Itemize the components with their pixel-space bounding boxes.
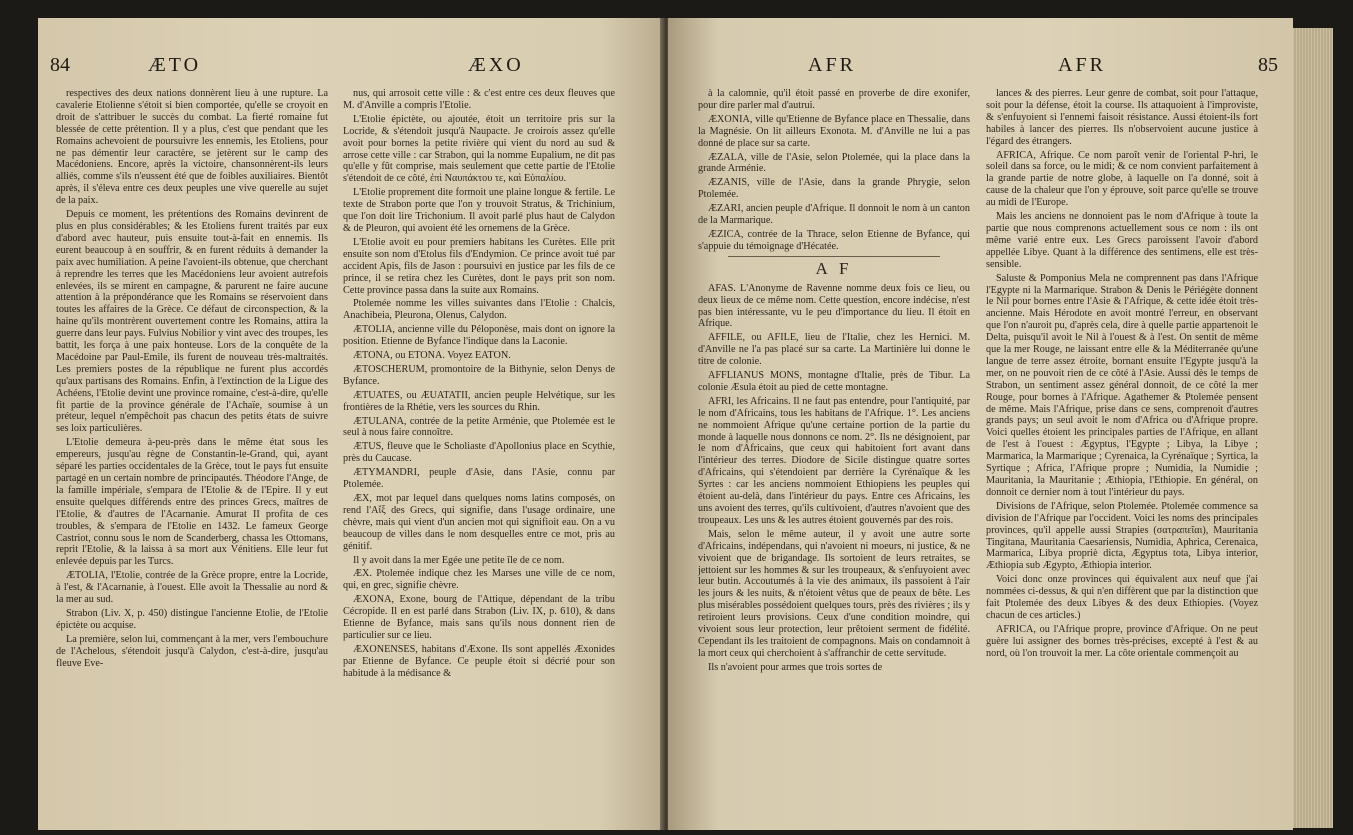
- paragraph: ÆTUATES, ou ÆUATATII, ancien peuple Helvétique, sur les frontières de la Rhétie, vers les sources du Rhin.: [343, 389, 615, 413]
- paragraph: ÆX, mot par lequel dans quelques noms latins composés, on rend l'Αἴξ des Grecs, qui signifie, dans l'usage ordinaire, une chèvre, mais qui vient d'un ancien mot qui signifioit eau. On a vu beaucoup de villes dans le nom desquelles entre ce mot, pris au génitif.: [343, 493, 615, 552]
- paragraph: ÆX. Ptolemée indique chez les Marses une ville de ce nom, qui, en grec, signifie chèvre.: [343, 568, 615, 592]
- paragraph: respectives des deux nations donnèrent lieu à une rupture. La cavalerie Etolienne s'étoit si bien comportée, qu'elle se croyoit en droit de s'attribuer le succès du combat. La fierté romaine fut blessée de cette prétention. Il y a plus, c'est que pendant que les Romains achevoient de poursuivre les ennemis, les Etoliens, pour ne pas démentir leur caractère, se jetèrent sur le camp des Macédoniens. Encore, après la victoire, chansonnèrent-ils leurs alliés, comme s'ils n'eussent été que de foibles auxiliaires. Bientôt après, il s'éleva entre ces deux peuples une vive querelle au sujet de la paix.: [56, 88, 328, 207]
- paragraph: Depuis ce moment, les prétentions des Romains devinrent de plus en plus considérables; & les Etoliens furent traités par eux d'abord avec hauteur, puis ensuite tout-à-fait en ennemis. Ils eurent beaucoup à en souffrir, & en furent réduits à demander la paix avec humiliation. A peine l'avoient-ils obtenue, que cherchant à reprendre les terres que les Macédoniens leur avoient autrefois enlevées, ils se mirent en campagne, & parurent ne faire aucune attention à la prépondérance que les Romains se réservoient dans toutes les affaires de la Grèce. Ce défaut de circonspection, & la haine qu'ils montrèrent ouvertement contre les Romains, attira la guerre dans leur pays. Fulvius Nobilior y vint avec des troupes, les battit, les força à une paix honteuse. Lors de la conquête de la Macédoine par Paul-Emile, ils furent de nouveau très-maltraités. Les premiers postes de la république ne furent plus accordés qu'aux partisans des Romains. Enfin, à l'extinction de la Ligue des Achéens, l'Etolie devint une province romaine, c'est-à-dire, qu'elle fit partie de la province générale de l'Achaïe, soumise à un préteur, lequel n'empêchoit pas chacun des petits états de suivre ses loix particulières.: [56, 209, 328, 435]
- paragraph: ÆTULANA, contrée de la petite Arménie, que Ptolemée est le seul à nous faire connoître.: [343, 415, 615, 439]
- paragraph: Mais les anciens ne donnoient pas le nom d'Afrique à toute la partie que nous comprenons actuellement sous ce nom : ils ont même varié entre eux. Les Grecs paroissent l'avoir d'abord appellée Libye. Quant à la différence des sentimens, elle est très-sensible.: [986, 211, 1258, 270]
- page-edges: [1293, 28, 1333, 828]
- paragraph: ÆXONA, Exone, bourg de l'Attique, dépendant de la tribu Cécropide. Il en est parlé dans Strabon (Liv. IX, p. 610), & dans Etienne de Byfance, mais sans qu'ils nous donnent rien de particulier sur ce lieu.: [343, 594, 615, 641]
- paragraph: Il y avoit dans la mer Egée une petite île de ce nom.: [353, 554, 565, 566]
- left-page: [38, 18, 663, 830]
- right-column-2: [986, 88, 1258, 823]
- paragraph: nus, qui arrosoit cette ville : & c'est entre ces deux fleuves que M. d'Anville a compris l'Etolie.: [343, 88, 615, 111]
- book-spread: [38, 18, 1333, 830]
- paragraph: Mais, selon le même auteur, il y avoit une autre sorte d'Africains, indépendans, qui n'avoient ni moeurs, ni justice, & ne vivoient que de brigandage. Ils sortoient de leurs retraites, se jettoient sur les hommes & sur les troupeaux, & s'enfuyoient avec leur butin. Accoutumés à la vie des animaux, ils passoient à l'air les jours & les nuits, & n'étoient vêtus que de peaux de bête. Les plus misérables possédoient quelques tours, près des rivières ; ils y retiroient leurs provisions. Ceux d'une condition moindre, qui vivoient sous leur protection, leur prêtoient serment de fidélité. Cependant ils les traitoient de compagnons. Mais on condamnoit à la mort ceux qui cherchoient à s'affranchir de cette servitude.: [698, 528, 970, 659]
- left-page-number: 84: [50, 54, 70, 76]
- paragraph: Strabon (Liv. X, p. 450) distingue l'ancienne Etolie, de l'Etolie épictète ou acquise.: [56, 607, 328, 631]
- left-column-2: [343, 88, 615, 823]
- paragraph: ÆZALA, ville de l'Asie, selon Ptolemée, qui la place dans la grande Arménie.: [698, 151, 970, 175]
- right-running-head-1: AFR: [808, 54, 856, 76]
- paragraph: La première, selon lui, commençant à la mer, vers l'embouchure de l'Achelous, s'étendoit jusqu'à Calydon, c'est-à-dire, jusqu'au fleuve Eve-: [56, 633, 328, 669]
- paragraph: AFFLIANUS MONS, montagne d'Italie, près de Tibur. La colonie Æsula étoit au pied de cette montagne.: [698, 370, 970, 393]
- paragraph: ÆZICA, contrée de la Thrace, selon Etienne de Byfance, qui s'appuie du témoignage d'Hécatée.: [698, 228, 970, 252]
- paragraph: L'Etolie proprement dite formoit une plaine longue & fertile. Le texte de Strabon porte que l'on y trouvoit Stratus, & Trichinium, que l'on doit lire Trichonium. Il avoit parlé plus haut de Calydon & de Pleuron, qui avoient été les ornemens de la Grèce.: [343, 187, 615, 234]
- paragraph: ÆTUS, fleuve que le Scholiaste d'Apollonius place en Scythie, près du Caucase.: [343, 441, 615, 465]
- paragraph: ÆTOLIA, ancienne ville du Péloponèse, mais dont on ignore la position. Etienne de Byfance l'indique dans la Laconie.: [343, 324, 615, 348]
- left-running-head-2: ÆXO: [468, 54, 524, 76]
- right-page: [668, 18, 1293, 830]
- paragraph: ÆXONIA, ville qu'Etienne de Byfance place en Thessalie, dans la Magnésie. On lit ailleurs Exonota. M. d'Anville ne lui a pas donné de place sur sa carte.: [698, 113, 970, 149]
- paragraph: ÆTOLIA, l'Etolie, contrée de la Grèce propre, entre la Locride, à l'est, & l'Acarnanie, à l'ouest. Elle avoit la Thessalie au nord & la mer au sud.: [56, 570, 328, 606]
- paragraph: Divisions de l'Afrique, selon Ptolemée. Ptolemée commence sa division de l'Afrique par l'occident. Voici les noms des principales provinces, qu'il appelle aussi Strapies (σατραπεῖαι), Mauritania Tingitana, Mauritania Caesariensis, Numidia, Aphrica, Cerenaica, Marmarica, Libya propriè dicta, Ægyptus tota, Libya interior, Æthiopia sub Ægypto, Æthiopia interior.: [986, 500, 1258, 572]
- paragraph: L'Etolie épictète, ou ajoutée, étoit un territoire pris sur la Locride, & s'étendoit jusqu'à Naupacte. Je croirois assez qu'elle avoit pour bornes la petite rivière qui vient du nord au sud & arrose cette ville : car Strabon, qui la nomme Eupalium, ne dit pas qu'elle y fût comprise, mais seulement que cette partie de l'Etolie s'étendoit de ce côté, ἐπὶ Ναυπάκτου τε, καὶ Εὐπαλίου.: [343, 113, 615, 185]
- left-running-head-1: ÆTO: [148, 54, 202, 76]
- paragraph: à la calomnie, qu'il étoit passé en proverbe de dire exonifer, pour dire parler mal d'autrui.: [698, 88, 970, 111]
- paragraph: Voici donc onze provinces qui équivalent aux neuf que j'ai nommées ci-dessus, & qui n'en diffèrent que par la distinction que fait Ptolemée des deux Libyes & des deux Ethiopies. (Voyez chacun de ces articles.): [986, 574, 1258, 621]
- paragraph: ÆZANIS, ville de l'Asie, dans la grande Phrygie, selon Ptolemée.: [698, 177, 970, 201]
- paragraph: AFFILE, ou AFILE, lieu de l'Italie, chez les Hernici. M. d'Anville ne l'a pas placé sur sa carte. La Martinière lui donne le titre de colonie.: [698, 332, 970, 368]
- paragraph: ÆTYMANDRI, peuple d'Asie, dans l'Asie, connu par Ptolemée.: [343, 467, 615, 491]
- paragraph: ÆZARI, ancien peuple d'Afrique. Il donnoit le nom à un canton de la Marmarique.: [698, 203, 970, 227]
- paragraph: ÆTONA, ou ETONA. Voyez EATON.: [353, 350, 511, 362]
- paragraph: lances & des pierres. Leur genre de combat, soit pour l'attaque, soit pour la défense, étoit la course. Ils attaquoient à l'improviste, & s'enfuyoient si l'ennemi faisoit résistance. Aussi étoient-ils fort habiles à lancer des pierres. Ils n'observoient aucune justice à l'égard des étrangers.: [986, 88, 1258, 147]
- right-page-number: 85: [1258, 54, 1278, 76]
- paragraph: ÆXONENSES, habitans d'Æxone. Ils sont appellés Æxonides par Etienne de Byfance. Ce peuple étoit si décrié pour son habitude à la médisance &: [343, 643, 615, 679]
- right-column-1: [698, 88, 970, 823]
- paragraph: L'Etolie demeura à-peu-près dans le même état sous les empereurs, jusqu'au règne de Constantin-le-Grand, qui, ayant séparé les parties occidentales de la Grèce, tout le pays fut ensuite partagé en un certain nombre de principautés. Théodore l'Ange, de la famille impériale, s'empara de l'Etolie & de l'Epire. Il y eut ensuite quelques différends entre des princes Grecs, maîtres de l'Etolie, & d'autres de l'Acarnanie. Amurat II profita de ces troubles, & s'empara de l'Etolie en 1432. Le fameux George Castriot, connu sous le nom de Scanderberg, chassa les Ottomans, reprit l'Etolie, & la laissa à sa mort aux Vénitiens. Elle leur fut enlevée depuis par les Turcs.: [56, 437, 328, 568]
- section-title: A F: [815, 258, 853, 278]
- paragraph: AFRI, les Africains. Il ne faut pas entendre, pour l'antiquité, par le nom d'Africains, tous les habitans de l'Afrique. 1°. Les anciens ne nommoient Afrique qu'une certaine portion de la partie du monde à laquelle nous donnons ce nom. 2°. Ils ne désignoient, par le nom d'Africains, que ceux qui habitoient fort avant dans l'intérieur des terres. Diodore de Sicile distingue quatre sortes d'Africains, qui s'étendoient par derrière la Cyrénaïque & les Syrtes : car les anciens nommoient Ethiopiens les peuples qui étoient au-delà, dans l'intérieur du pays. Entre ces Africains, les uns avoient des terres, qu'ils cultivoient, d'autres n'avoient que des troupeaux. Les uns & les autres étoient gouvernés par des rois.: [698, 395, 970, 526]
- paragraph: AFRICA, ou l'Afrique propre, province d'Afrique. On ne peut guère lui assigner des bornes très-précises, excepté à l'est & au nord, où l'on trouvoit la mer. La côte orientale commençoit au: [986, 623, 1258, 659]
- paragraph: Ils n'avoient pour armes que trois sortes de: [708, 661, 883, 673]
- paragraph: ÆTOSCHERUM, promontoire de la Bithynie, selon Denys de Byfance.: [343, 363, 615, 387]
- paragraph: Ptolemée nomme les villes suivantes dans l'Etolie : Chalcis, Anachibeia, Pleurona, Olenus, Calydon.: [343, 298, 615, 322]
- right-running-head-2: AFR: [1058, 54, 1106, 76]
- paragraph: Saluste & Pomponius Mela ne comprennent pas dans l'Afrique l'Egypte ni la Marmarique. Strabon & Denis le Périégète donnent le Nil pour bornes entre l'Asie & l'Afrique, & cette idée étoit très-ancienne. Mais Hérodote en avoit montré l'erreur, en observant que l'on n'auroit pu, d'après cela, dire à quelle partie appartenoit le Delta, puisqu'il avoit le Nil à l'ouest & à l'est. On sentit de même que la mer Rouge, ne laissant entre elle & la Méditerranée qu'une langue de terre assez étroite, bornant ensuite l'Egypte jusqu'à la mer, on ne pouvoit rien de ce côté à l'Asie. Aussi dès le temps de Strabon, un sentiment assez général donnoit, de ce côté la mer Rouge, pour bornes à l'Afrique. Agathemer & Ptolemée pensent de même. Mais l'Afrique, prise dans ce sens, comprenoit d'autres grands pays; un seul avoit le nom d'Africa ou d'Afrique propre. Voici quelles étoient les principales parties de l'Afrique, en allant de l'est à l'ouest : Ægyptus, l'Egypte ; Libya, la Libye ; Marmarica, la Marmarique ; Cyrenaica, la Cyrénaïque ; Syrtica, la Syrtique ; Africa, l'Afrique propre ; Numidia, la Numidie ; Mauritania, la Mauritanie ; Æthiopia, l'Ethiopie. En général, on donnoit ce dernier nom à tout l'intérieur du pays.: [986, 272, 1258, 498]
- paragraph: AFAS. L'Anonyme de Ravenne nomme deux fois ce lieu, ou deux lieux de ce même nom. Cette question, encore indécise, n'est pas bien intéressante, vu le peu d'importance du lieu. Il étoit en Afrique.: [698, 282, 970, 330]
- paragraph: L'Etolie avoit eu pour premiers habitans les Curètes. Elle prit ensuite son nom d'Etolus fils d'Endymion. Ce prince avoit tué par accident Apis, fils de Jason : poursuivi en justice par les fils de ce prince, il se retira chez les Curètes, dont le pays prit son nom. Cette province passa dans la suite aux Romains.: [343, 236, 615, 296]
- paragraph: AFRICA, Afrique. Ce nom paroît venir de l'oriental P-hri, le soleil dans sa force, ou le midi; & ce nom convient parfaitement à la grande partie de notre globe, à laquelle on l'a donné, soit à cause de la chaleur que l'on y éprouve, soit parce qu'elle se trouve au midi de l'Europe.: [986, 149, 1258, 209]
- left-column-1: [56, 88, 328, 823]
- section-rule: [728, 256, 940, 257]
